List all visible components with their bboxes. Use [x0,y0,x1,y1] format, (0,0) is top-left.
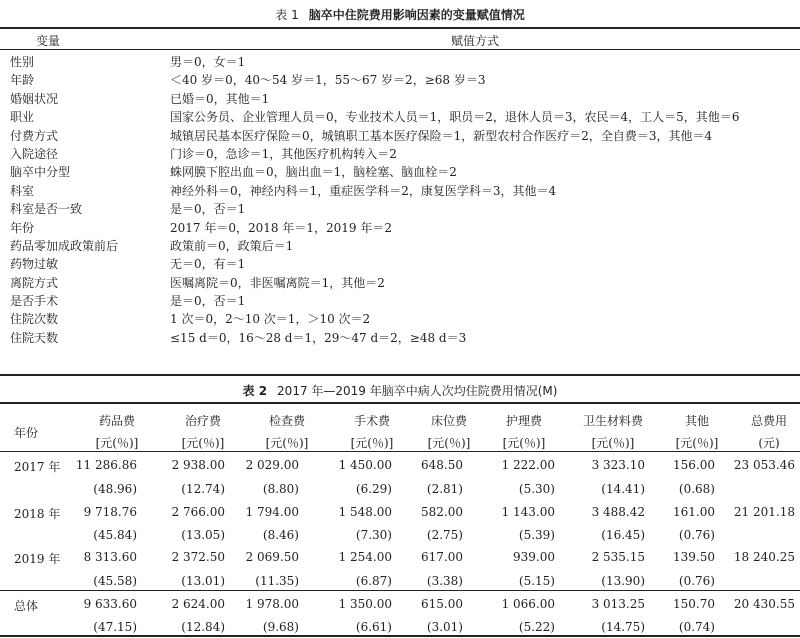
table2-percent-cell: (6.29) [355,482,392,496]
table2-percent-cell: (13.90) [601,574,645,588]
table1-row [0,88,800,106]
table2-percent-cell: (48.96) [93,482,137,496]
table2-value-cell: 20 430.55 [733,597,795,611]
table1-variable-cell: 性别 [10,55,35,69]
table2-percent-cell: (3.01) [426,620,463,634]
table2-percent-cell: (13.05) [181,528,225,542]
table2-col-header: 手术费 [353,414,390,428]
table1-variable-cell: 科室 [10,183,35,198]
table1-variable-cell: 脑卒中分型 [10,165,71,180]
table2-row-label: 2019 年 [14,552,61,566]
table2-col-header: 其他 [684,414,709,428]
table1-row [0,253,800,271]
table1-assignment-cell: ≤15 d＝0，16～28 d＝1，29～47 d＝2，≥48 d＝3 [170,330,467,345]
table1-assignment-cell: 是＝0，否＝1 [170,294,246,309]
table1-header-rule [0,49,800,50]
table2-value-cell: 161.00 [673,505,715,519]
table2-value-cell: 9 633.60 [83,597,137,611]
table1-assignment-cell: 是＝0，否＝1 [170,202,246,217]
table2-value-cell: 1 222.00 [501,458,555,472]
table2-value-cell: 9 718.76 [83,505,137,519]
table1-number: 表 1 [275,8,299,22]
table2-value-cell: 1 143.00 [501,505,555,519]
table2-percent-cell: (6.87) [355,574,392,588]
table1-body [0,51,800,345]
table2-value-cell: 1 254.00 [338,550,392,564]
table2-value-cell: 150.70 [673,597,715,611]
table2-percent-cell: (47.15) [93,620,137,634]
table2-value-cell: 1 794.00 [245,505,299,519]
table2-percent-cell: (2.81) [426,482,463,496]
table2-value-cell: 8 313.60 [83,550,137,564]
table2-percent-cell: (3.38) [426,574,463,588]
table1-header-assignment: 赋值方式 [451,34,500,48]
table2-value-cell: 939.00 [513,550,555,564]
table1-variable-cell: 付费方式 [10,128,59,143]
table2-bottom-rule [0,635,800,637]
table2-percent-cell: (0.74) [678,620,715,634]
table1-title: 脑卒中住院费用影响因素的变量赋值情况 [308,8,525,22]
table2-percent-cell: (9.68) [262,620,299,634]
table2-col-unit: [元(％)] [181,436,225,450]
table2-value-cell: 2 938.00 [171,458,225,472]
table1-variable-cell: 科室是否一致 [10,202,83,217]
table1-assignment-cell: 1 次＝0，2～10 次＝1，＞10 次＝2 [170,312,371,327]
table1-row [0,217,800,235]
table1-caption [0,6,800,23]
table2-percent-cell: (2.75) [426,528,463,542]
table2-percent-cell: (16.45) [601,528,645,542]
table2-value-cell: 1 978.00 [245,597,299,611]
table2-percent-cell: (0.76) [678,528,715,542]
table2-percent-cell: (8.80) [262,482,299,496]
table1-assignment-cell: 已婚＝0，其他＝1 [170,91,270,106]
table2-value-cell: 3 013.25 [591,597,645,611]
table1-assignment-cell: 男＝0，女＝1 [170,55,246,69]
table1-row [0,272,800,290]
table2-value-cell: 1 350.00 [338,597,392,611]
table2-percent-cell: (14.41) [601,482,645,496]
table1-variable-cell: 药品零加成政策前后 [10,238,119,253]
table2-col-unit: [元(％)] [350,436,394,450]
table2-total-rule [0,590,800,591]
table2-header-year: 年份 [14,426,39,440]
table1-assignment-cell: 门诊＝0，急诊＝1，其他医疗机构转入＝2 [170,146,397,161]
table2-col-header: 床位费 [430,414,467,428]
table2-col-unit: [元(％)] [675,436,719,450]
table2-percent-cell: (5.39) [518,528,555,542]
table1-variable-cell: 药物过敏 [10,257,59,272]
table2-value-cell: 18 240.25 [733,550,795,564]
table1-assignment-cell: 政策前＝0，政策后＝1 [170,238,294,253]
table2 [0,404,800,638]
table1-variable-cell: 住院次数 [10,312,59,327]
table2-value-cell: 156.00 [673,458,715,472]
table2-percent-cell: (14.75) [601,620,645,634]
table2-header-rule [0,451,800,452]
table2-col-unit: [元(％)] [591,436,635,450]
table2-percent-cell: (13.01) [181,574,225,588]
table2-value-cell: 21 201.18 [733,505,795,519]
table1-assignment-cell: 城镇居民基本医疗保险＝0，城镇职工基本医疗保险＝1，新型农村合作医疗＝2，全自费＝3，其他＝4 [170,128,713,143]
table2-row-label: 2018 年 [14,507,61,521]
table1-row [0,51,800,69]
table2-percent-cell: (0.76) [678,574,715,588]
table2-percent-cell: (5.30) [518,482,555,496]
table2-col-unit: [元(％)] [95,436,139,450]
table2-value-cell: 2 766.00 [171,505,225,519]
table2-value-cell: 11 286.86 [75,458,137,472]
table1-row [0,161,800,179]
table1-row [0,180,800,198]
table2-percent-cell: (12.74) [181,482,225,496]
table2-col-header: 药品费 [98,414,135,428]
table2-value-cell: 2 029.00 [245,458,299,472]
table2-value-cell: 615.00 [421,597,463,611]
table2-col-header: 检查费 [268,414,305,428]
table1-variable-cell: 住院天数 [10,330,59,345]
table1-bottom-rule [0,374,800,376]
table2-row-label: 总体 [14,599,39,613]
table2-percent-cell: (12.84) [181,620,225,634]
table2-value-cell: 582.00 [421,505,463,519]
table2-percent-cell: (7.30) [355,528,392,542]
table1-header-variable: 变量 [36,34,61,48]
table1-assignment-cell: 国家公务员、企业管理人员＝0，专业技术人员＝1，职员＝2，退休人员＝3，农民＝4，工人＝5，其他＝6 [170,110,740,125]
table2-col-unit: [元(％)] [427,436,471,450]
table1-variable-cell: 婚姻状况 [10,91,59,106]
table2-col-unit: [元(％)] [265,436,309,450]
table2-value-cell: 1 548.00 [338,505,392,519]
table1-assignment-cell: 神经外科＝0，神经内科＝1，重症医学科＝2，康复医学科＝3，其他＝4 [170,183,557,198]
table2-percent-cell: (45.58) [93,574,137,588]
table2-value-cell: 1 066.00 [501,597,555,611]
table2-percent-cell: (0.68) [678,482,715,496]
table2-value-cell: 139.50 [673,550,715,564]
table2-value-cell: 3 323.10 [591,458,645,472]
table1-row [0,235,800,253]
table2-col-header: 护理费 [505,414,542,428]
table1 [0,29,800,345]
table2-col-unit: [元(％)] [502,436,546,450]
table2-value-cell: 2 535.15 [591,550,645,564]
table1-row [0,198,800,216]
table2-percent-cell: (5.22) [518,620,555,634]
table2-value-cell: 3 488.42 [591,505,645,519]
table2-value-cell: 2 624.00 [171,597,225,611]
table1-variable-cell: 是否手术 [10,294,59,309]
table2-col-unit: (元) [758,436,780,450]
table2-value-cell: 648.50 [421,458,463,472]
table1-row [0,125,800,143]
table2-value-cell: 23 053.46 [733,458,795,472]
table2-number: 表 2 [242,384,268,398]
table1-row [0,143,800,161]
table2-value-cell: 1 450.00 [338,458,392,472]
table2-col-header: 总费用 [750,414,787,428]
table1-row [0,327,800,345]
table1-variable-cell: 年份 [10,220,35,235]
table1-variable-cell: 离院方式 [10,275,59,290]
table2-value-cell: 2 069.50 [245,550,299,564]
table1-variable-cell: 职业 [10,110,35,125]
table2-percent-cell: (45.84) [93,528,137,542]
table1-variable-cell: 入院途径 [10,146,59,161]
table1-row [0,308,800,326]
table1-assignment-cell: 蛛网膜下腔出血＝0，脑出血＝1，脑栓塞、脑血栓＝2 [170,165,457,180]
table1-row [0,69,800,87]
table1-assignment-cell: 无＝0，有＝1 [170,257,246,272]
table2-percent-cell: (5.15) [518,574,555,588]
table2-value-cell: 2 372.50 [171,550,225,564]
table2-row-label: 2017 年 [14,460,61,474]
table2-title: 2017 年—2019 年脑卒中病人次均住院费用情况(M) [277,384,558,398]
table1-row [0,106,800,124]
table2-col-header: 治疗费 [184,414,221,428]
table2-caption [0,382,800,399]
table1-header-row [0,29,800,49]
table1-row [0,290,800,308]
table2-percent-cell: (11.35) [255,574,299,588]
table1-variable-cell: 年龄 [10,73,35,88]
table1-assignment-cell: 医嘱离院＝0，非医嘱离院＝1，其他＝2 [170,275,385,290]
table1-assignment-cell: 2017 年＝0，2018 年＝1，2019 年＝2 [170,220,392,235]
table2-value-cell: 617.00 [421,550,463,564]
table2-col-header: 卫生材料费 [582,414,643,428]
table2-percent-cell: (6.61) [355,620,392,634]
table1-assignment-cell: ＜40 岁＝0，40～54 岁＝1，55～67 岁＝2，≥68 岁＝3 [170,73,486,88]
table2-percent-cell: (8.46) [262,528,299,542]
